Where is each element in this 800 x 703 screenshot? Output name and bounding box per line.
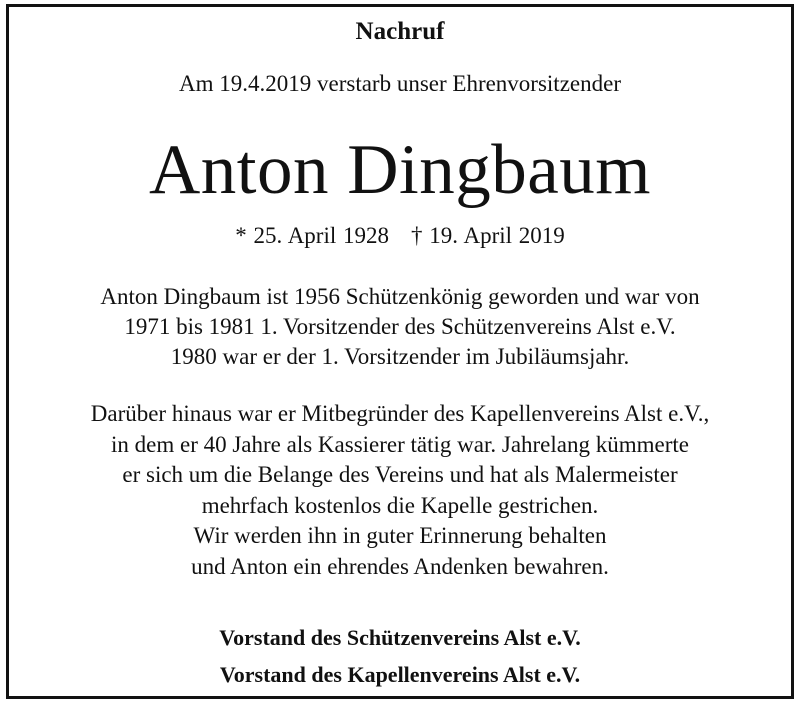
biography-paragraph-1 bbox=[9, 282, 791, 372]
text-line: mehrfach kostenlos die Kapelle gestrichen. bbox=[201, 492, 599, 518]
notice-heading: Nachruf bbox=[355, 18, 445, 45]
death-date: † 19. April 2019 bbox=[411, 223, 565, 248]
intro-line: Am 19.4.2019 verstarb unser Ehrenvorsitzender bbox=[179, 71, 621, 96]
text-line: Anton Dingbaum ist 1956 Schützenkönig geworden und war von bbox=[100, 284, 700, 309]
text-line: er sich um die Belange des Vereins und hat als Malermeister bbox=[122, 462, 678, 487]
obituary-notice bbox=[6, 4, 794, 699]
text-line: Darüber hinaus war er Mitbegründer des Kapellenvereins Alst e.V., bbox=[90, 401, 710, 426]
birth-date: * 25. April 1928 bbox=[235, 223, 389, 248]
life-dates bbox=[9, 222, 791, 250]
text-line: in dem er 40 Jahre als Kassierer tätig war. Jahrelang kümmerte bbox=[111, 431, 689, 457]
biography-paragraph-2 bbox=[9, 399, 791, 582]
text-line: Wir werden ihn in guter Erinnerung behalten bbox=[193, 523, 607, 548]
text-line: 1971 bis 1981 1. Vorsitzender des Schützenvereins Alst e.V. bbox=[124, 314, 676, 339]
signature-kapellenverein: Vorstand des Kapellenvereins Alst e.V. bbox=[219, 662, 581, 687]
text-line: 1980 war er der 1. Vorsitzender im Jubiläumsjahr. bbox=[170, 344, 630, 369]
deceased-name: Anton Dingbaum bbox=[149, 131, 651, 209]
signature-schuetzenverein: Vorstand des Schützenvereins Alst e.V. bbox=[219, 625, 581, 650]
text-line: und Anton ein ehrendes Andenken bewahren. bbox=[191, 553, 609, 579]
